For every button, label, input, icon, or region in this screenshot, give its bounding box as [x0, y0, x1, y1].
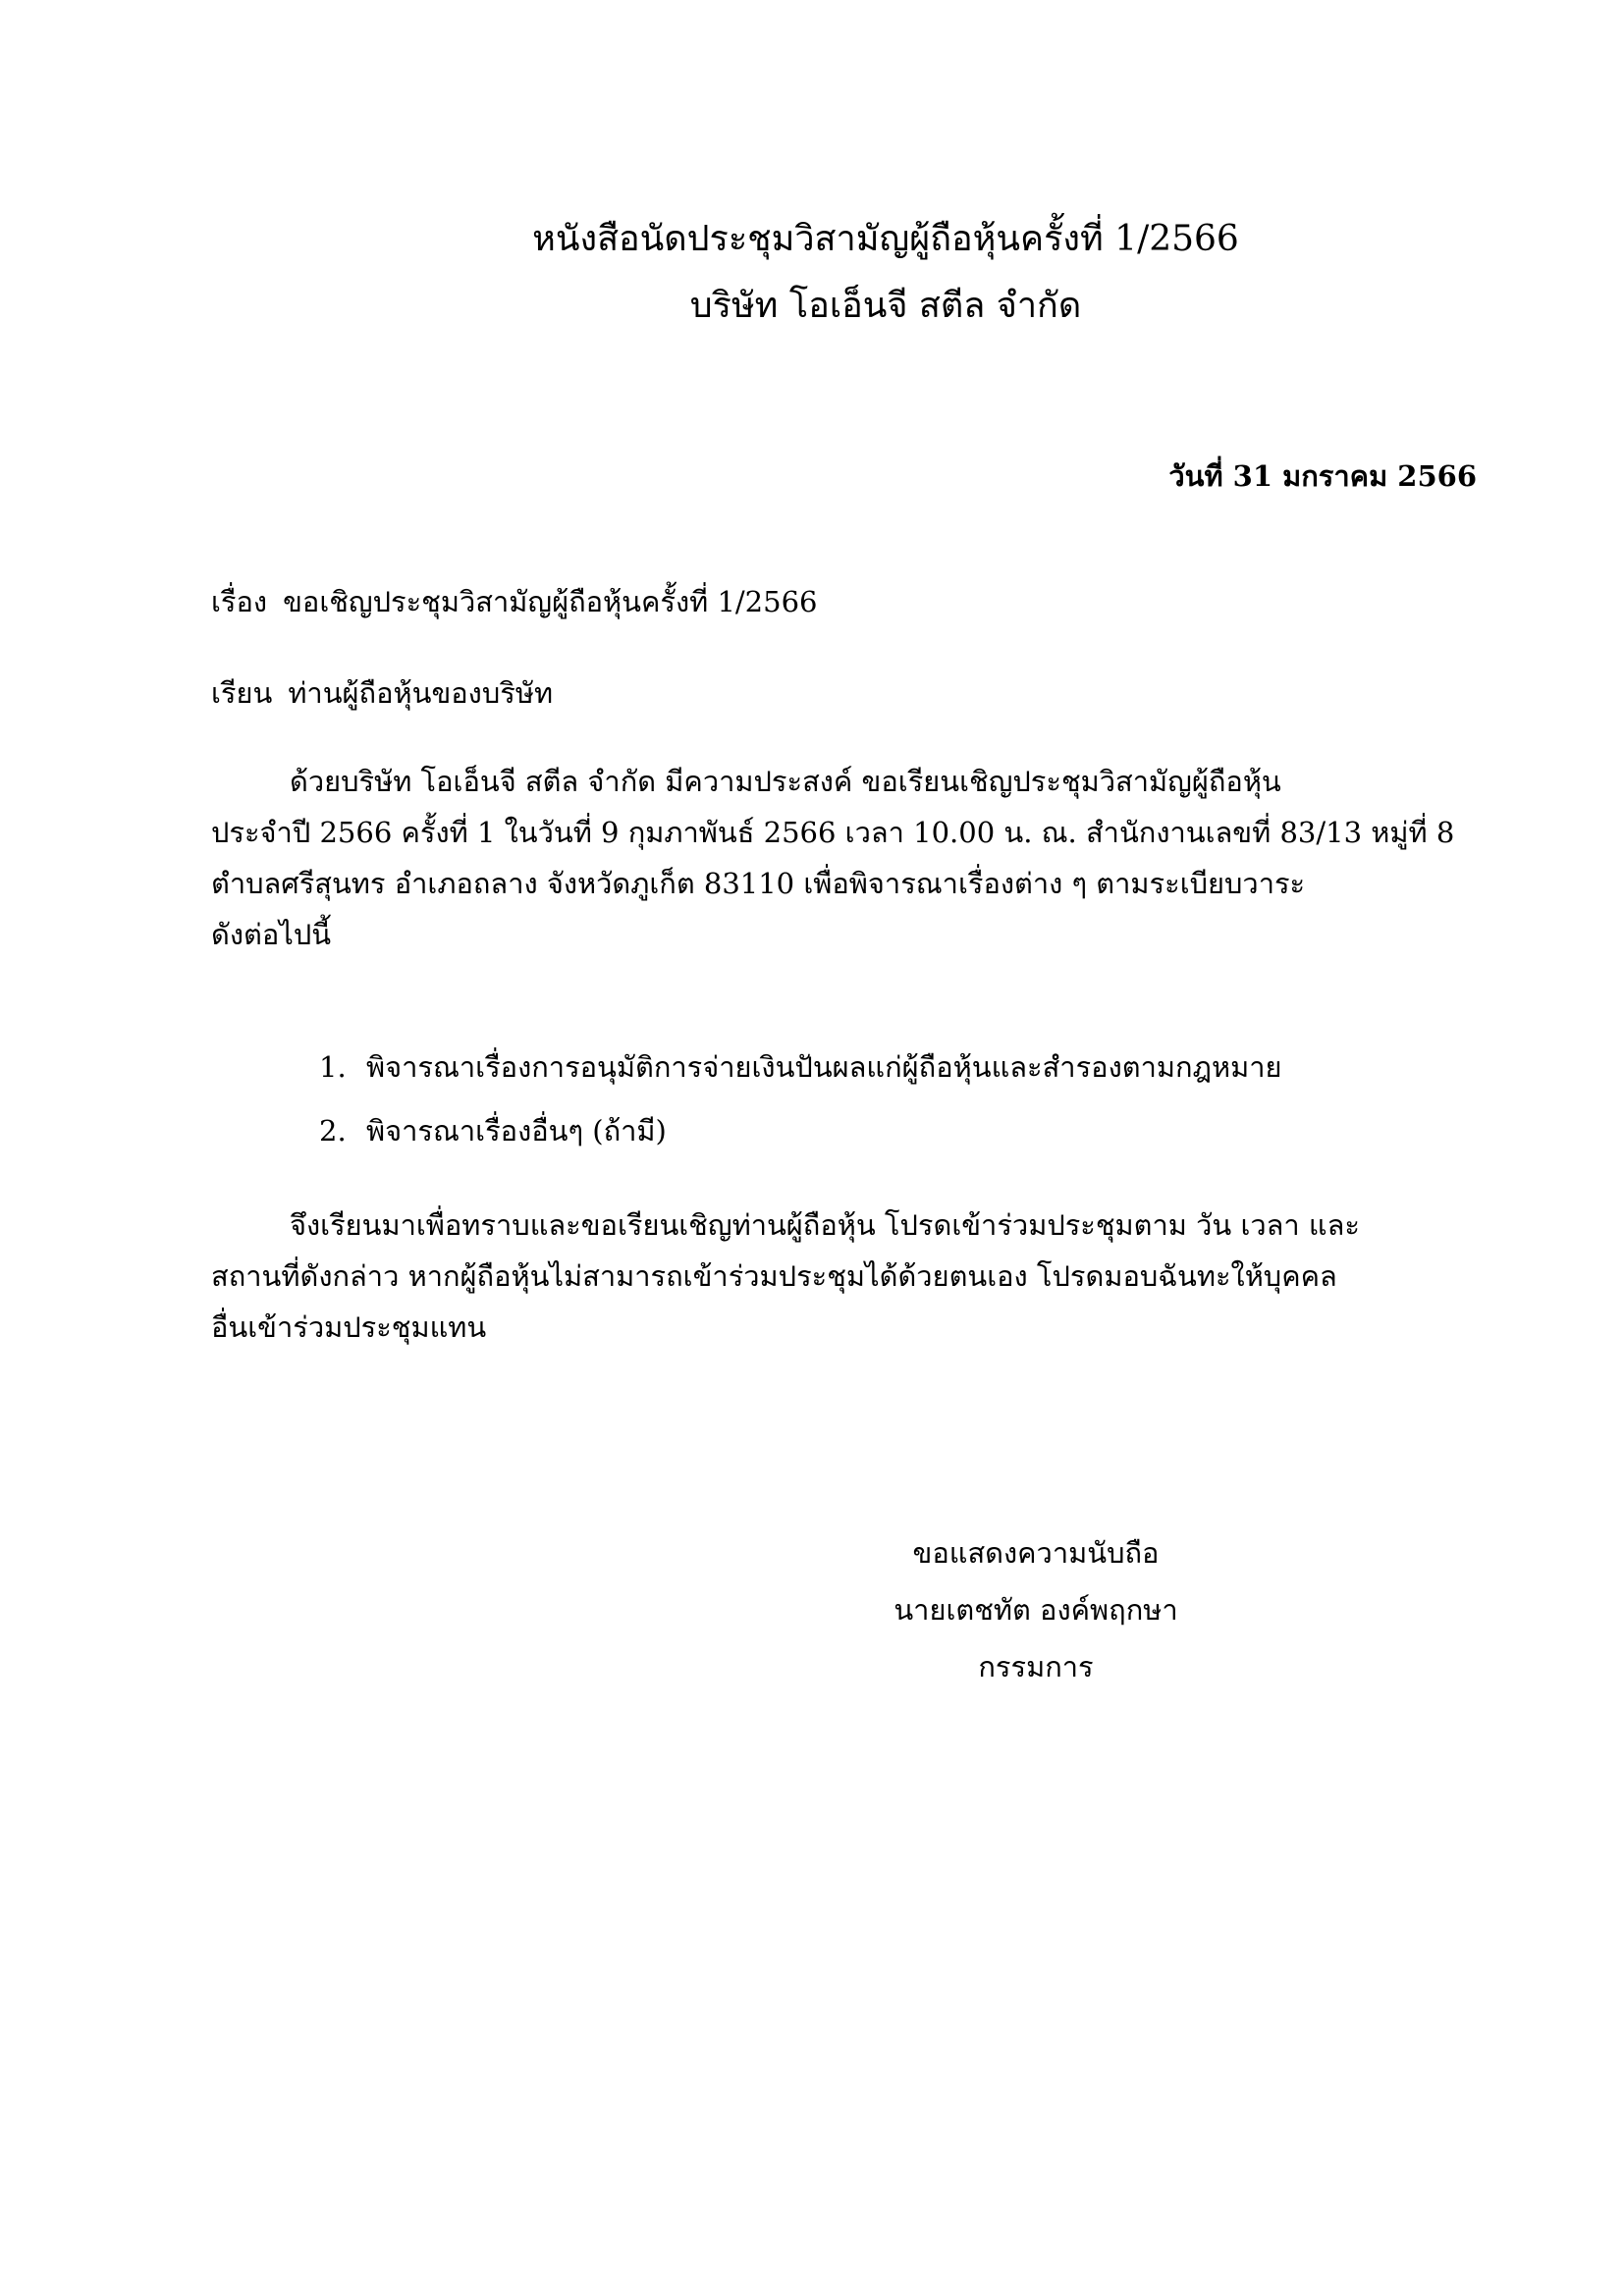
recipient-text: ท่านผู้ถือหุ้นของบริษัท — [288, 676, 554, 710]
closing-phrase: ขอแสดงความนับถือ — [912, 1536, 1160, 1570]
signer-title: กรรมการ — [978, 1650, 1094, 1683]
subject-row — [211, 579, 817, 624]
request-paragraph — [211, 1200, 1468, 1353]
signer-name: นายเตชทัต องค์พฤกษา — [893, 1593, 1178, 1627]
agenda-item — [319, 1099, 667, 1162]
agenda-number: 1. — [319, 1050, 347, 1084]
paragraph-line: จึงเรียนมาเพื่อทราบและขอเรียนเชิญท่านผู้ถือหุ้น โปรดเข้าร่วมประชุมตาม วัน เวลา และ — [290, 1208, 1360, 1242]
agenda-item — [319, 1036, 1282, 1098]
paragraph-line: สถานที่ดังกล่าว หากผู้ถือหุ้นไม่สามารถเข้าร่วมประชุมได้ด้วยตนเอง โปรดมอบฉันทะให้บุคคล — [211, 1259, 1337, 1293]
title-line-1: หนังสือนัดประชุมวิสามัญผู้ถือหุ้นครั้งที่ 1/2566 — [532, 219, 1239, 259]
subject-label: เรื่อง — [211, 585, 268, 618]
paragraph-line: ดังต่อไปนี้ — [211, 918, 332, 951]
agenda-number: 2. — [319, 1114, 347, 1148]
signature-block — [830, 1524, 1242, 1695]
invitation-paragraph — [211, 756, 1468, 960]
subject-text: ขอเชิญประชุมวิสามัญผู้ถือหุ้นครั้งที่ 1/2566 — [283, 585, 818, 618]
agenda-text: พิจารณาเรื่องอื่นๆ (ถ้ามี) — [366, 1114, 667, 1148]
paragraph-line: ประจำปี 2566 ครั้งที่ 1 ในวันที่ 9 กุมภาพันธ์ 2566 เวลา 10.00 น. ณ. สำนักงานเลขที่ 83/13 หมู่ที่ 8 — [211, 816, 1455, 849]
paragraph-line: อื่นเข้าร่วมประชุมแทน — [211, 1310, 487, 1344]
title-line-2: บริษัท โอเอ็นจี สตีล จำกัด — [689, 286, 1082, 326]
paragraph-line: ด้วยบริษัท โอเอ็นจี สตีล จำกัด มีความประสงค์ ขอเรียนเชิญประชุมวิสามัญผู้ถือหุ้น — [290, 765, 1281, 798]
agenda-text: พิจารณาเรื่องการอนุมัติการจ่ายเงินปันผลแก่ผู้ถือหุ้นและสำรองตามกฎหมาย — [366, 1050, 1282, 1084]
recipient-row — [211, 670, 553, 716]
paragraph-line: ตำบลศรีสุนทร อำเภอถลาง จังหวัดภูเก็ต 83110 เพื่อพิจารณาเรื่องต่าง ๆ ตามระเบียบวาระ — [211, 867, 1306, 900]
document-date: วันที่ 31 มกราคม 2566 — [1168, 459, 1477, 493]
document-title — [0, 206, 1624, 340]
recipient-label: เรียน — [211, 676, 273, 710]
